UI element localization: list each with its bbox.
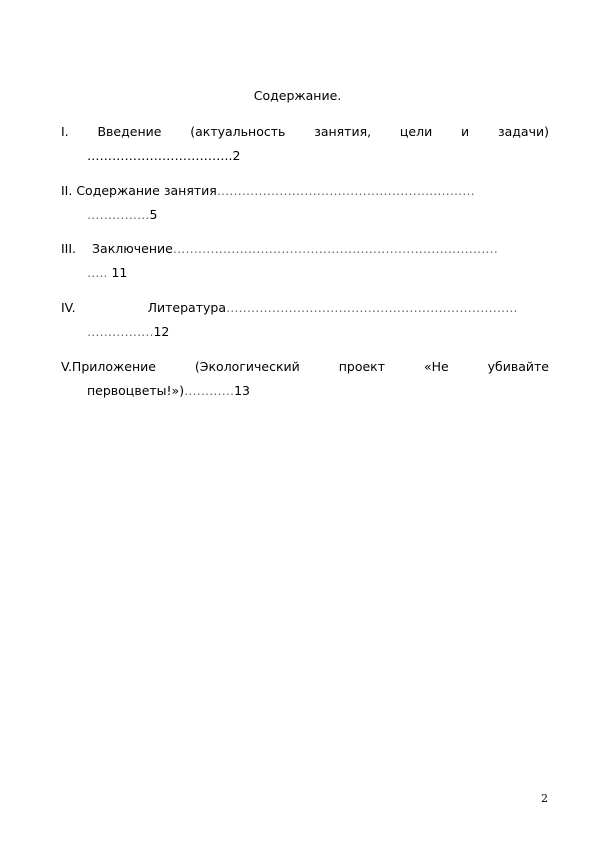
toc-page-ref: 11: [111, 265, 128, 280]
toc-entry-3-line2: [87, 265, 549, 280]
toc-entry-1-word: Введение: [97, 124, 162, 139]
toc-page-ref: 12: [153, 324, 170, 339]
toc-page-ref: 13: [234, 383, 250, 398]
toc-entry-5-word: V.Приложение: [61, 359, 156, 374]
toc-entry-1-word: (актуальность: [190, 124, 286, 139]
toc-entry-2-line2: [87, 207, 549, 222]
toc-dot-leader: ……………………………..: [87, 148, 233, 163]
toc-entry-4-line2: [87, 324, 549, 339]
page-number: 2: [541, 792, 548, 805]
toc-dot-leader: …………: [184, 383, 235, 398]
toc-heading: Содержание.: [253, 88, 342, 103]
toc-entry-5-line1: [61, 359, 549, 374]
toc-entry-5-line2: [87, 383, 549, 398]
toc-entry-1-word: и: [461, 124, 470, 139]
toc-entry-1-word: цели: [399, 124, 433, 139]
toc-entry-3-label: Заключение: [92, 241, 173, 256]
toc-entry-1-line2: [87, 148, 549, 163]
toc-page-ref: 2: [232, 148, 241, 163]
toc-entry-2-label: II. Содержание занятия: [61, 183, 217, 198]
toc-dot-leader: …………………………………………………………….: [225, 300, 518, 315]
toc-entry-1-line1: [61, 124, 549, 139]
toc-entry-3-line1: [61, 241, 549, 256]
toc-entry-4-number: IV.: [61, 300, 76, 315]
toc-dot-leader: ……………………………………………..………: [216, 183, 475, 198]
toc-dot-leader: …………….: [87, 324, 154, 339]
toc-dot-leader: ……………: [87, 207, 150, 222]
toc-entry-2-line1: [61, 183, 549, 198]
toc-entry-5-label-cont: первоцветы!»): [87, 383, 185, 398]
toc-dot-leader: ……………………………………………………………………: [172, 241, 498, 256]
toc-page-ref: 5: [149, 207, 158, 222]
toc-entry-5-word: «Не: [423, 359, 449, 374]
toc-entry-5-word: убивайте: [487, 359, 549, 374]
toc-entry-3-number: III.: [61, 241, 77, 256]
toc-entry-1-word: задачи): [497, 124, 549, 139]
toc-entry-1-word: I.: [61, 124, 69, 139]
toc-entry-4-line1: [61, 300, 549, 315]
toc-entry-5-word: (Экологический: [194, 359, 300, 374]
toc-entry-1-word: занятия,: [314, 124, 372, 139]
toc-entry-5-word: проект: [338, 359, 385, 374]
toc-dot-leader: …..: [87, 265, 108, 280]
toc-entry-4-label: Литература: [147, 300, 226, 315]
